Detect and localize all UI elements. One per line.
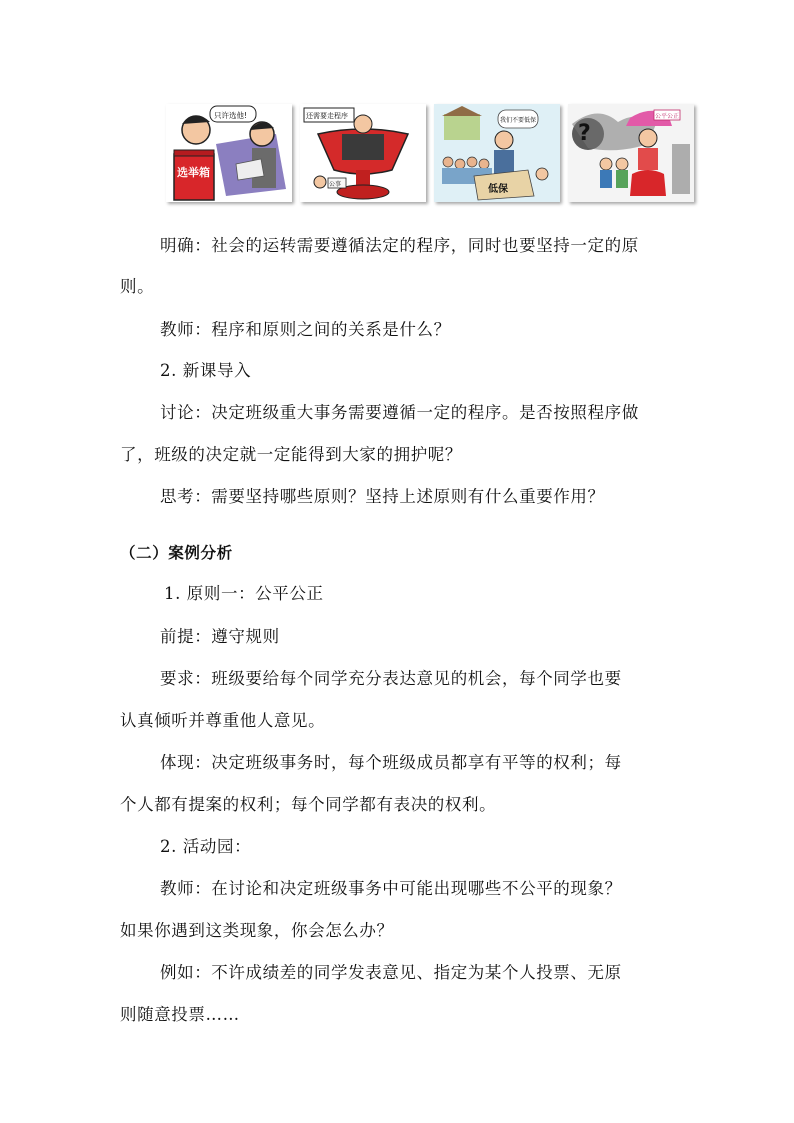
cartoon4-badge: 公平公正 (655, 113, 680, 120)
text-line-3: 教师：程序和原则之间的关系是什么？ (160, 320, 451, 339)
text-line-19: 则随意投票…… (120, 1005, 240, 1024)
text-line-10: 前提：遵守规则 (160, 627, 280, 646)
text-line-11: 要求：班级要给每个同学充分表达意见的机会，每个同学也要 (160, 669, 622, 688)
cartoon3-sign: 低保 (488, 184, 508, 195)
text-line-16: 教师：在讨论和决定班级事务中可能出现哪些不公平的现象？ (160, 879, 622, 898)
cartoon-strip (166, 104, 694, 202)
cartoon-fairness-question (568, 104, 694, 202)
text-line-5: 讨论：决定班级重大事务需要遵循一定的程序。是否按照程序做 (160, 403, 639, 422)
cartoon-ballot-box-image (166, 104, 292, 202)
text-line-14: 个人都有提案的权利；每个同学都有表决的权利。 (120, 795, 497, 814)
ballot-box-label: 选举箱 (177, 166, 210, 179)
text-line-12: 认真倾听并尊重他人意见。 (120, 711, 326, 730)
text-line-17: 如果你遇到这类现象，你会怎么办？ (120, 921, 394, 940)
text-line-6: 了，班级的决定就一定能得到大家的拥护呢？ (120, 445, 462, 464)
svg-text:?: ? (578, 121, 591, 146)
text-line-18: 例如：不许成绩差的同学发表意见、指定为某个人投票、无原 (160, 963, 622, 982)
cartoon-fairness-question-image (568, 104, 694, 202)
text-line-1: 明确：社会的运转需要遵循法定的程序，同时也要坚持一定的原 (160, 236, 639, 255)
text-line-7: 思考：需要坚持哪些原则？坚持上述原则有什么重要作用？ (160, 487, 605, 506)
cartoon-procedure-cup-image (300, 104, 426, 202)
cartoon-procedure-cup (300, 104, 426, 202)
cartoon2-person-sign: 公事 (329, 181, 342, 188)
cartoon-ballot-box (166, 104, 292, 202)
section-heading-new-lesson: 2. 新课导入 (160, 361, 252, 380)
cartoon-subsidy (434, 104, 560, 202)
principle-heading: 1. 原则一：公平公正 (164, 584, 324, 603)
text-line-2: 则。 (120, 277, 155, 296)
cartoon1-bubble: 只许选他! (214, 111, 248, 120)
cartoon3-bubble: 我们不要低保 (500, 117, 537, 124)
cartoon-subsidy-image (434, 104, 560, 202)
cartoon2-sign: 还需要走程序 (306, 112, 348, 120)
text-line-13: 体现：决定班级事务时，每个班级成员都享有平等的权利；每 (160, 753, 622, 772)
section-heading-case-analysis: （二）案例分析 (120, 544, 233, 562)
activity-heading: 2. 活动园： (160, 837, 252, 856)
